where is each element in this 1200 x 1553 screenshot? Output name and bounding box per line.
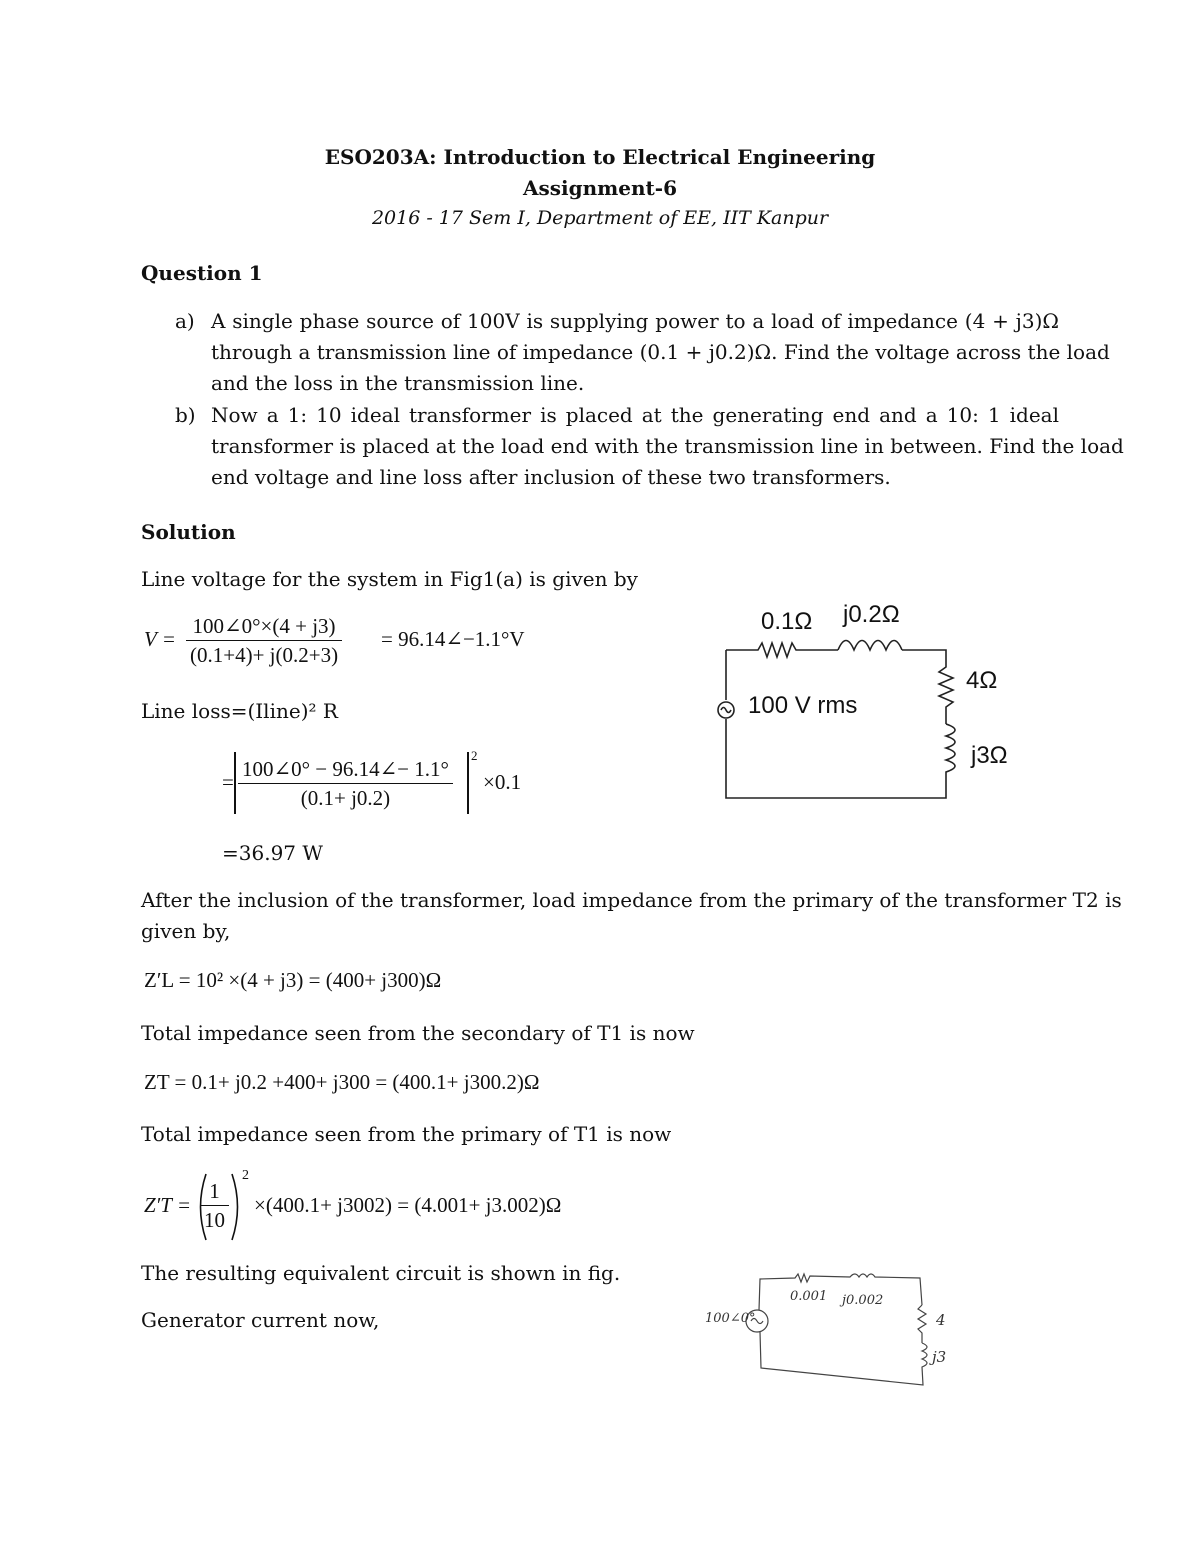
sketch-load-reactance: j3 xyxy=(932,1348,947,1366)
part-b-marker: b) xyxy=(175,403,196,427)
abs-bar-left xyxy=(234,752,236,814)
load-resistor xyxy=(902,650,953,724)
part-b-line-1: Now a 1: 10 ideal transformer is placed at the generating end and a 10: 1 ideal xyxy=(211,403,1059,427)
sketch-line-resistance: 0.001 xyxy=(790,1289,828,1304)
circuit1-line-resistance: 0.1Ω xyxy=(761,608,813,635)
sketch-load-resistance: 4 xyxy=(936,1311,946,1329)
resulting-text: The resulting equivalent circuit is shown in fig. xyxy=(141,1261,621,1285)
total-secondary-text: Total impedance seen from the secondary of T1 is now xyxy=(141,1021,695,1045)
eq2-fraction xyxy=(238,755,453,812)
ztp-denominator: 10 xyxy=(204,1208,225,1232)
sketch-load-resistor xyxy=(918,1305,926,1343)
eq1-lhs: V = xyxy=(144,627,176,651)
zt-equation: ZT = 0.1+ j0.2 +400+ j300 = (400.1+ j300.2)Ω xyxy=(144,1070,540,1094)
sketch-line-reactance: j0.002 xyxy=(842,1293,884,1308)
part-a-line-1: A single phase source of 100V is supplying power to a load of impedance (4 + j3)Ω xyxy=(211,309,1059,333)
sketch-load-inductor-return xyxy=(760,1332,927,1385)
part-b-line-3: end voltage and line loss after inclusion of these two transformers. xyxy=(211,465,891,489)
eq2-result: =36.97 W xyxy=(222,841,323,865)
sketch-top-wire xyxy=(759,1274,922,1310)
eq1-denominator: (0.1+4)+ j(0.2+3) xyxy=(190,643,339,667)
solution-heading: Solution xyxy=(141,520,236,544)
line-resistor xyxy=(726,643,838,657)
part-b-line-2: transformer is placed at the load end with the transmission line in between. Find the load xyxy=(211,434,1124,458)
question-heading: Question 1 xyxy=(141,261,263,285)
document-title: ESO203A: Introduction to Electrical Engineering xyxy=(324,145,876,169)
total-primary-text: Total impedance seen from the primary of T1 is now xyxy=(141,1122,672,1146)
eq2-numerator: 100∠0° − 96.14∠− 1.1° xyxy=(238,755,453,784)
ztp-power: 2 xyxy=(242,1168,249,1183)
line-inductor xyxy=(838,641,902,651)
session-line: 2016 - 17 Sem I, Department of EE, IIT Kanpur xyxy=(371,207,829,229)
circuit1-load-resistance: 4Ω xyxy=(966,667,998,694)
ztp-rhs: ×(400.1+ j3002) = (4.001+ j3.002)Ω xyxy=(254,1193,562,1217)
abs-bar-right xyxy=(467,752,469,814)
sketch-source-label: 100∠0° xyxy=(705,1311,756,1326)
eq2-multiplier: ×0.1 xyxy=(483,770,522,794)
circuit1-load-reactance: j3Ω xyxy=(971,742,1008,769)
eq2-power: 2 xyxy=(471,748,478,763)
zl-equation: Z′L = 10² ×(4 + j3) = (400+ j300)Ω xyxy=(144,968,442,992)
line-loss-formula: Line loss=(Iline)² R xyxy=(141,699,338,723)
load-inductor-and-return xyxy=(726,719,955,798)
ac-sine-icon xyxy=(721,708,731,713)
eq1-fraction xyxy=(186,612,342,669)
eq1-numerator: 100∠0°×(4 + j3) xyxy=(186,612,342,641)
circuit1-line-reactance: j0.2Ω xyxy=(843,601,900,628)
part-a-line-3: and the loss in the transmission line. xyxy=(211,371,585,395)
ztp-numerator: 1 xyxy=(200,1177,229,1206)
after-line-2: given by, xyxy=(141,919,231,943)
eq2-equals: = xyxy=(222,770,234,794)
part-a-line-2: through a transmission line of impedance (0.1 + j0.2)Ω. Find the voltage across the load xyxy=(211,340,1110,364)
after-line-1: After the inclusion of the transformer, load impedance from the primary of the transformer T2 is xyxy=(141,888,1122,912)
part-a-marker: a) xyxy=(175,309,195,333)
eq2-denominator: (0.1+ j0.2) xyxy=(300,786,391,810)
ztp-lhs: Z′T = xyxy=(144,1193,191,1217)
generator-current-text: Generator current now, xyxy=(141,1308,380,1332)
assignment-title: Assignment-6 xyxy=(522,176,678,200)
eq1-rhs: = 96.14∠−1.1°V xyxy=(381,627,525,651)
ztp-fraction xyxy=(200,1177,229,1234)
circuit-equivalent-sketch xyxy=(735,1265,975,1395)
circuit1-source-label: 100 V rms xyxy=(748,692,858,719)
solution-intro: Line voltage for the system in Fig1(a) is given by xyxy=(141,567,638,591)
